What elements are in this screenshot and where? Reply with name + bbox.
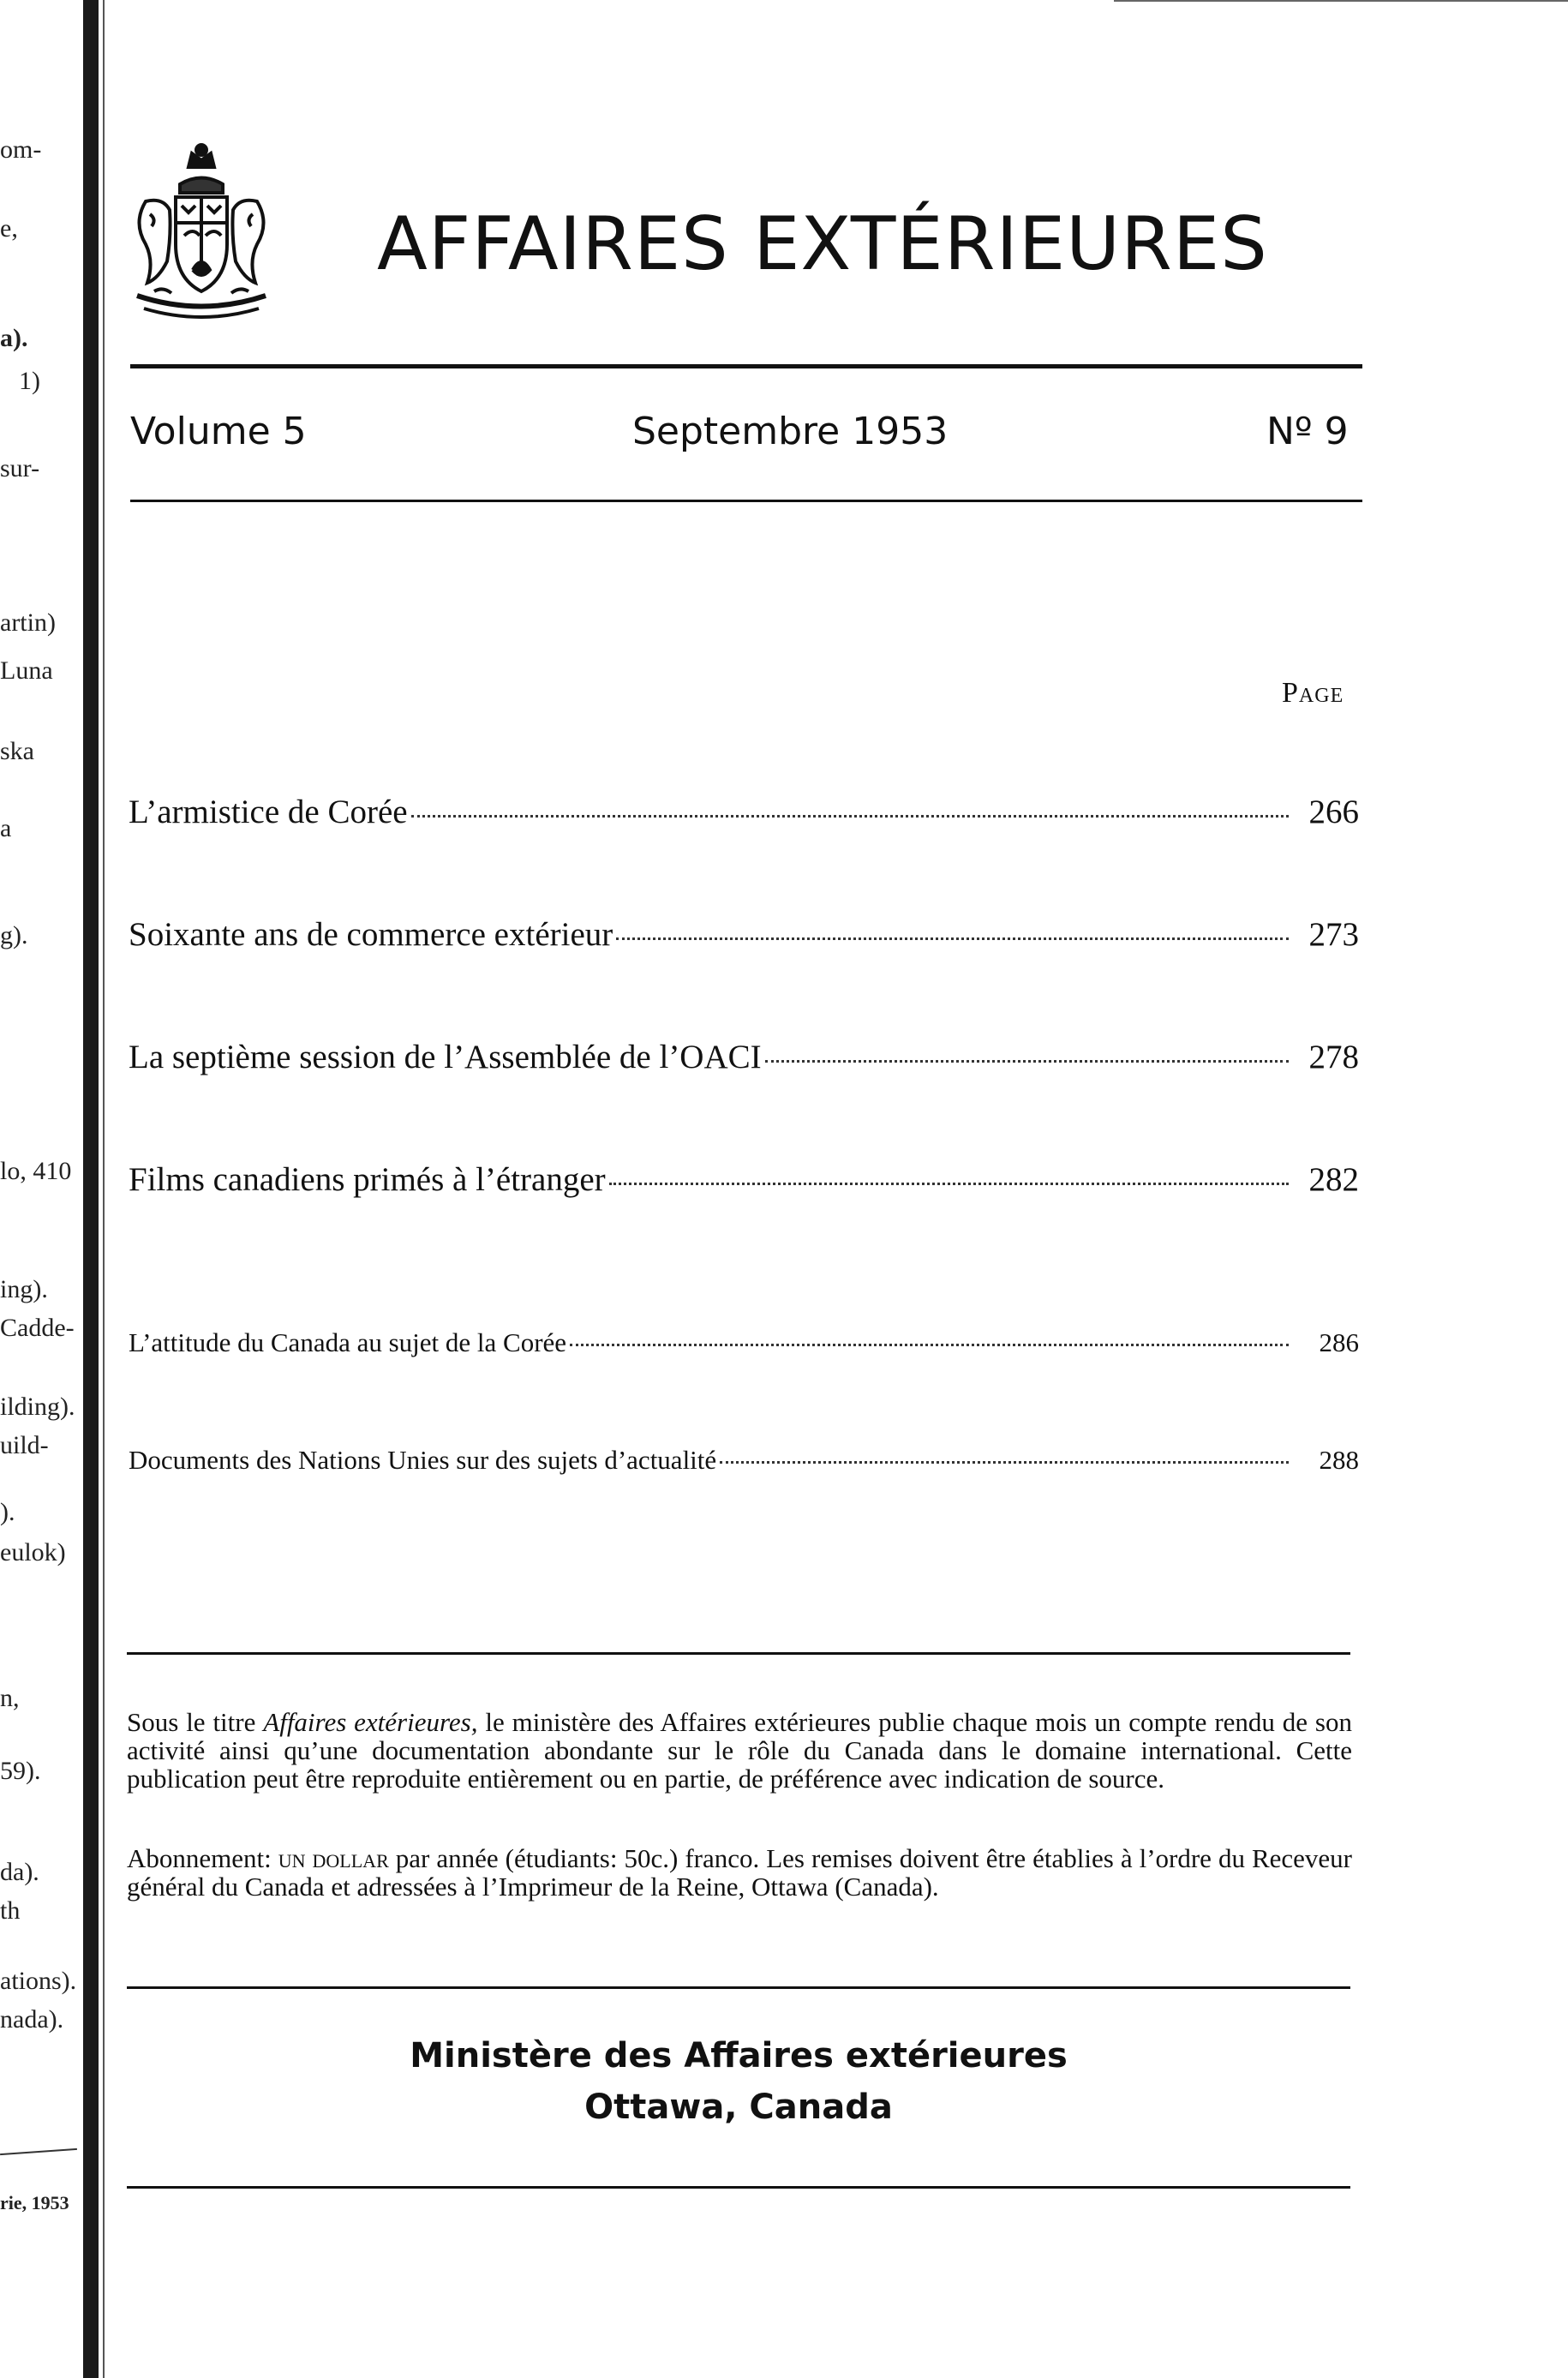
toc-entry-page: 286 — [1319, 1327, 1359, 1357]
gutter-fragment: rie, 1953 — [0, 2192, 69, 2213]
toc-entry-page: 282 — [1308, 1161, 1359, 1198]
dot-leader — [765, 1060, 1289, 1063]
toc-entry-title: Films canadiens primés à l’étranger — [129, 1161, 606, 1198]
gutter-fragment: ). — [0, 1498, 15, 1526]
notice-top-rule — [127, 1652, 1350, 1655]
toc-entry-page: 288 — [1319, 1445, 1359, 1475]
subscription-text: par année (étudiants: 50c.) franco. Les remises doivent être établies à l’ordre du Receveur général du Canada et adressées à l’Imprimeur de la Reine, Ottawa (Canada). — [127, 1843, 1352, 1902]
scan-edge — [1114, 0, 1568, 2]
gutter-fragment: n, — [0, 1684, 20, 1712]
toc-entry-page: 273 — [1308, 916, 1359, 953]
gutter-fragment: e, — [0, 214, 18, 243]
toc-entry-page: 266 — [1308, 794, 1359, 830]
dot-leader — [616, 937, 1289, 940]
gutter-fragment: uild- — [0, 1431, 49, 1459]
masthead-rule — [130, 500, 1362, 502]
toc-entry — [129, 1445, 1359, 1476]
gutter-fragment: ilding). — [0, 1393, 75, 1421]
gutter-fragment: nada). — [0, 2005, 64, 2034]
binding-shadow — [83, 0, 99, 2378]
toc-entry-title: Soixante ans de commerce extérieur — [129, 916, 613, 953]
publisher-name: Ministère des Affaires extérieures — [410, 2036, 1068, 2076]
gutter-fragment: a — [0, 814, 12, 842]
volume-label: Volume 5 — [130, 410, 307, 453]
gutter-fragment: da). — [0, 1858, 39, 1886]
subscription-price: un dollar — [278, 1843, 389, 1873]
toc-entry-title: La septième session de l’Assemblée de l’OACI — [129, 1039, 762, 1075]
gutter-fragment: a). — [0, 324, 28, 352]
gutter-fragment: lo, 410 — [0, 1157, 72, 1185]
toc-entry-title: Documents des Nations Unies sur des sujets d’actualité — [129, 1445, 717, 1475]
journal-title: AFFAIRES EXTÉRIEURES — [377, 201, 1268, 287]
gutter-fragment: 59). — [0, 1757, 41, 1785]
gutter-fragment: sur- — [0, 454, 40, 482]
notice-text: le ministère des Affaires extérieures publie chaque mois un compte rendu de son activité ainsi qu’une documentation abondante sur le rôle du Canada dans le domaine international. Cette publication peut être reproduite entièrement ou en partie, de préférence avec indication de source. — [127, 1707, 1353, 1794]
footer-bottom-rule — [127, 2186, 1350, 2189]
subscription-notice — [127, 1844, 1352, 1901]
gutter-fragment: ations). — [0, 1967, 77, 1995]
toc-entry — [129, 793, 1359, 831]
toc-entry — [129, 1160, 1359, 1199]
subscription-label: Abonnement: — [127, 1843, 278, 1873]
gutter-fragment: om- — [0, 135, 42, 164]
gutter-fragment: th — [0, 1896, 21, 1925]
gutter-fragment: g). — [0, 921, 28, 949]
gutter-fragment: ing). — [0, 1275, 48, 1303]
dot-leader — [720, 1461, 1289, 1464]
dot-leader — [570, 1344, 1289, 1346]
issue-number: Nº 9 — [1266, 410, 1349, 453]
gutter-fragment: Luna — [0, 656, 53, 685]
canada-coat-of-arms-icon — [129, 141, 274, 330]
gutter-fragment: artin) — [0, 608, 56, 637]
gutter-fragment: Cadde- — [0, 1314, 75, 1342]
toc-entry-title: L’armistice de Corée — [129, 794, 408, 830]
gutter-fragment: eulok) — [0, 1538, 66, 1566]
publisher-location: Ottawa, Canada — [584, 2087, 893, 2127]
toc-entry — [129, 915, 1359, 954]
toc-page-heading: Page — [1282, 677, 1344, 709]
page-edge — [103, 0, 105, 2378]
notice-journal-name: Affaires extérieures, — [263, 1707, 478, 1737]
toc-entry — [129, 1038, 1359, 1076]
header-rule — [130, 364, 1362, 368]
toc-entry-page: 278 — [1308, 1039, 1359, 1075]
dot-leader — [609, 1183, 1289, 1185]
toc-entry — [129, 1327, 1359, 1358]
dot-leader — [411, 815, 1289, 818]
toc-entry-title: L’attitude du Canada au sujet de la Corée — [129, 1327, 567, 1357]
publication-notice — [127, 1708, 1352, 1793]
gutter-fragment: ska — [0, 737, 34, 765]
issue-date: Septembre 1953 — [632, 410, 949, 453]
footer-top-rule — [127, 1986, 1350, 1989]
notice-text: Sous le titre — [127, 1707, 264, 1737]
gutter-fragment: 1) — [19, 367, 40, 395]
